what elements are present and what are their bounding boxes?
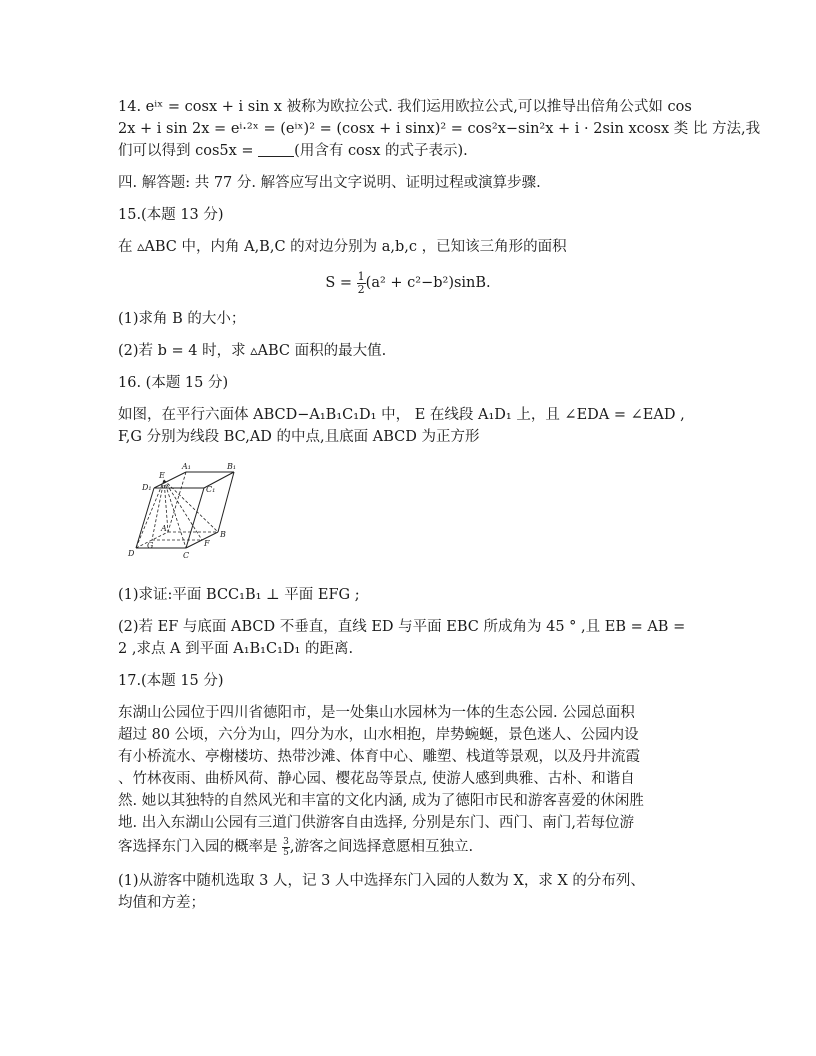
q14-line-3-tail: (用含有 cosx 的式子表示).	[294, 143, 468, 159]
exam-page	[118, 96, 761, 924]
q15-formula-right: (a² + c²−b²)sinB.	[365, 275, 491, 291]
q16-stem-line-2: F,G 分别为线段 BC,AD 的中点,且底面 ABCD 为正方形	[118, 429, 480, 445]
segment-e-c	[164, 480, 186, 548]
q16-stem-line-1: 如图，在平行六面体 ABCD−A₁B₁C₁D₁ 中， E 在线段 A₁D₁ 上，且 ∠EDA = ∠EAD ,	[118, 407, 685, 423]
section-4-heading: 四. 解答题: 共 77 分. 解答应写出文字说明、证明过程或演算步骤.	[118, 175, 541, 191]
q15-fraction	[357, 271, 366, 296]
edge-c1-c	[186, 488, 204, 548]
label-d1: D₁	[142, 483, 152, 492]
label-c: C	[183, 551, 190, 560]
q17-stem-last-text: 客选择东门入园的概率是	[118, 839, 283, 855]
q15-frac-den: 2	[357, 282, 365, 296]
q15-formula	[118, 268, 698, 298]
q14-line-1: 14. eⁱˣ = cosx + i sin x 被称为欧拉公式. 我们运用欧拉公式,可以推导出倍角公式如 cos	[118, 99, 692, 115]
q17-stem	[118, 702, 698, 860]
label-a1: A₁	[182, 462, 191, 471]
edge-d1-d	[136, 488, 154, 548]
label-d: D	[128, 549, 135, 558]
label-g: G	[147, 541, 154, 550]
q17-stem-line-2: 超过 80 公顷，六分为山，四分为水，山水相抱，岸势蜿蜒，景色迷人、公园内设	[118, 727, 639, 743]
q17-part-1-line-1: (1)从游客中随机选取 3 人，记 3 人中选择东门入园的人数为 X，求 X 的分布列、	[118, 873, 645, 889]
q16-part-2	[118, 616, 698, 660]
q17-part-1	[118, 870, 698, 914]
q17-prob-num: 3	[283, 836, 289, 847]
q16-part-2-line-1: (2)若 EF 与底面 ABCD 不垂直，直线 ED 与平面 EBC 所成角为 45 ° ,且 EB = AB =	[118, 619, 686, 635]
q14-line-3-text: 们可以得到 cos5x =	[118, 143, 259, 159]
q17-stem-line-7	[118, 834, 698, 860]
q15-part-2: (2)若 b = 4 时，求 ▵ABC 面积的最大值.	[118, 343, 387, 359]
question-14	[118, 96, 761, 162]
q15-stem: 在 ▵ABC 中，内角 A,B,C 的对边分别为 a,b,c ，已知该三角形的面积	[118, 239, 567, 255]
segment-e-f	[164, 480, 202, 540]
q15-formula-left: S =	[325, 275, 353, 291]
q17-prob-den: 5	[283, 847, 289, 858]
q17-stem-line-5: 然. 她以其独特的自然风光和丰富的文化内涵, 成为了德阳市民和游客喜爱的休闲胜	[118, 793, 644, 809]
label-a: A	[161, 524, 167, 533]
q15-header: 15.(本题 13 分)	[118, 207, 224, 223]
parallelepiped-figure	[124, 462, 237, 562]
q15-part-1: (1)求角 B 的大小；	[118, 311, 246, 327]
q16-part-1: (1)求证:平面 BCC₁B₁ ⊥ 平面 EFG ;	[118, 587, 360, 603]
q17-part-1-line-2: 均值和方差；	[118, 895, 205, 911]
label-b: B	[220, 530, 226, 539]
q16-part-2-line-2: 2 ,求点 A 到平面 A₁B₁C₁D₁ 的距离.	[118, 641, 354, 657]
label-f: F	[204, 539, 210, 548]
edge-b1-b	[218, 472, 234, 532]
answer-blank	[258, 142, 294, 157]
q17-stem-last-tail: ,游客之间选择意愿相互独立.	[289, 839, 474, 855]
q17-stem-line-4: 、竹林夜雨、曲桥风荷、静心园、樱花岛等景点, 使游人感到典雅、古朴、和谐自	[118, 771, 635, 787]
q14-line-2: 2x + i sin 2x = eⁱ·²ˣ = (eⁱˣ)² = (cosx + i sinx)² = cos²x−sin²x + i · 2sin xcosx 类 比 方法,我	[118, 121, 761, 137]
label-c1: C₁	[206, 485, 216, 494]
q15-frac-num: 1	[357, 269, 365, 283]
q17-header: 17.(本题 15 分)	[118, 673, 224, 689]
q16-header: 16. (本题 15 分)	[118, 375, 229, 391]
q17-stem-line-1: 东湖山公园位于四川省德阳市，是一处集山水园林为一体的生态公园. 公园总面积	[118, 705, 635, 721]
q16-stem	[118, 404, 698, 448]
q17-probability-fraction	[282, 837, 290, 858]
label-b1: B₁	[227, 462, 237, 471]
q17-stem-line-6: 地. 出入东湖山公园有三道门供游客自由选择, 分别是东门、西门、南门,若每位游	[118, 815, 635, 831]
label-e: E	[159, 471, 165, 480]
q14-line-3	[118, 140, 698, 162]
q17-stem-line-3: 有小桥流水、亭榭楼坊、热带沙滩、体育中心、雕塑、栈道等景观，以及丹井流霞	[118, 749, 640, 765]
